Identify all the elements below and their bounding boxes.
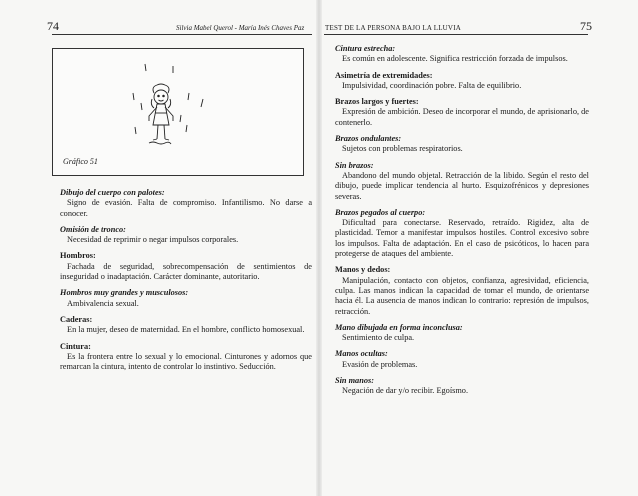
entry-description: Sujetos con problemas respiratorios. [342,144,463,154]
entry-sin-manos [335,376,589,397]
entry-term: Brazos largos y fuertes: [335,97,419,107]
entry-description: Fachada de seguridad, sobrecompensación de sentimientos de inseguridad o inadaptación. Carácter dominante, autoritario. [60,261,312,282]
entry-term: Brazos ondulantes: [335,134,402,144]
entry-term: Caderas: [60,314,93,324]
entry-term: Mano dibujada en forma inconclusa: [335,322,463,332]
entry-term: Sin brazos: [335,160,374,170]
left-running-header: Silvia Mabel Querol - María Inés Chaves Paz [176,24,305,32]
entry-hombros [60,251,312,282]
entry-term: Omisión de tronco: [60,224,126,234]
entry-hombros-grandes [60,288,312,309]
left-header-rule [52,34,312,35]
entry-description: Es común en adolescente. Significa restricción forzada de impulsos. [342,54,568,64]
entry-brazos-largos [335,97,589,128]
entry-description: Dificultad para conectarse. Reservado, retraído. Rigidez, alta de plasticidad. Temor a manifestar impulsos hostiles. Control excesivo sobre los impulsos. Falta de adaptación. En el caso de psicóticos, lo hacen para protegerse de ataques del ambiente. [335,218,589,259]
entry-cintura-estrecha [335,44,589,65]
right-page-text [335,44,589,403]
entry-manos-dedos [335,265,589,316]
entry-manos-ocultas [335,349,589,370]
entry-term: Hombros: [60,251,96,261]
entry-term: Cintura estrecha: [335,44,396,53]
entry-description: Negación de dar y/o recibir. Egoísmo. [342,386,469,396]
entry-term: Asimetría de extremidades: [335,70,433,80]
entry-mano-inconclusa [335,323,589,344]
entry-description: Necesidad de reprimir o negar impulsos corporales. [67,235,239,245]
entry-term: Sin manos: [335,376,374,386]
right-header-rule [324,34,588,35]
entry-description: En la mujer, deseo de maternidad. En el hombre, conflicto homosexual. [67,325,305,335]
entry-dibujo-palotes [60,188,312,219]
entry-sin-brazos [335,161,589,202]
entry-description: Es la frontera entre lo sexual y lo emocional. Cinturones y adornos que remarcan la cintura, intento de controlar lo instintivo. Seducción. [60,351,312,372]
left-page-number: 74 [47,19,59,33]
entry-term: Manos ocultas: [335,349,388,359]
entry-term: Cintura: [60,341,91,351]
entry-description: Signo de evasión. Falta de compromiso. Infantilismo. No darse a conocer. [60,198,312,218]
right-page-number: 75 [580,19,592,33]
entry-term: Hombros muy grandes y musculosos: [60,288,189,298]
entry-description: Evasión de problemas. [342,359,418,369]
entry-cintura [60,342,312,373]
entry-term: Dibujo del cuerpo con palotes: [60,188,165,197]
book-gutter [316,0,322,496]
entry-description: Abandono del mundo objetal. Retracción de la libido. Según el resto del dibujo, puede implicar tendencia al hurto. Esquizofrénicos y depresiones severas. [335,170,589,201]
left-page-text [60,188,312,378]
entry-brazos-ondulantes [335,134,589,155]
entry-description: Manipulación, contacto con objetos, confianza, agresividad, eficiencia, culpa. Las manos indican la capacidad de tomar el mundo, de orientarse hacia él. La ausencia de manos indican lo contrario: represión de impulsos, retracción. [335,275,589,316]
entry-omision-tronco [60,225,312,246]
entry-description: Expresión de ambición. Deseo de incorporar el mundo, de aprisionarlo, de contenerlo. [335,107,589,127]
entry-term: Manos y dedos: [335,265,391,275]
entry-description: Sentimiento de culpa. [342,333,415,343]
entry-description: Impulsividad, coordinación pobre. Falta de equilibrio. [342,80,522,90]
figure-caption: Gráfico 51 [63,157,98,166]
entry-brazos-pegados [335,208,589,259]
entry-asimetria [335,71,589,92]
figure-box [52,48,304,176]
entry-term: Brazos pegados al cuerpo: [335,207,426,217]
person-in-rain-drawing [123,59,233,159]
right-running-header: TEST DE LA PERSONA BAJO LA LLUVIA [325,24,461,32]
entry-description: Ambivalencia sexual. [67,298,139,308]
entry-caderas [60,315,312,336]
